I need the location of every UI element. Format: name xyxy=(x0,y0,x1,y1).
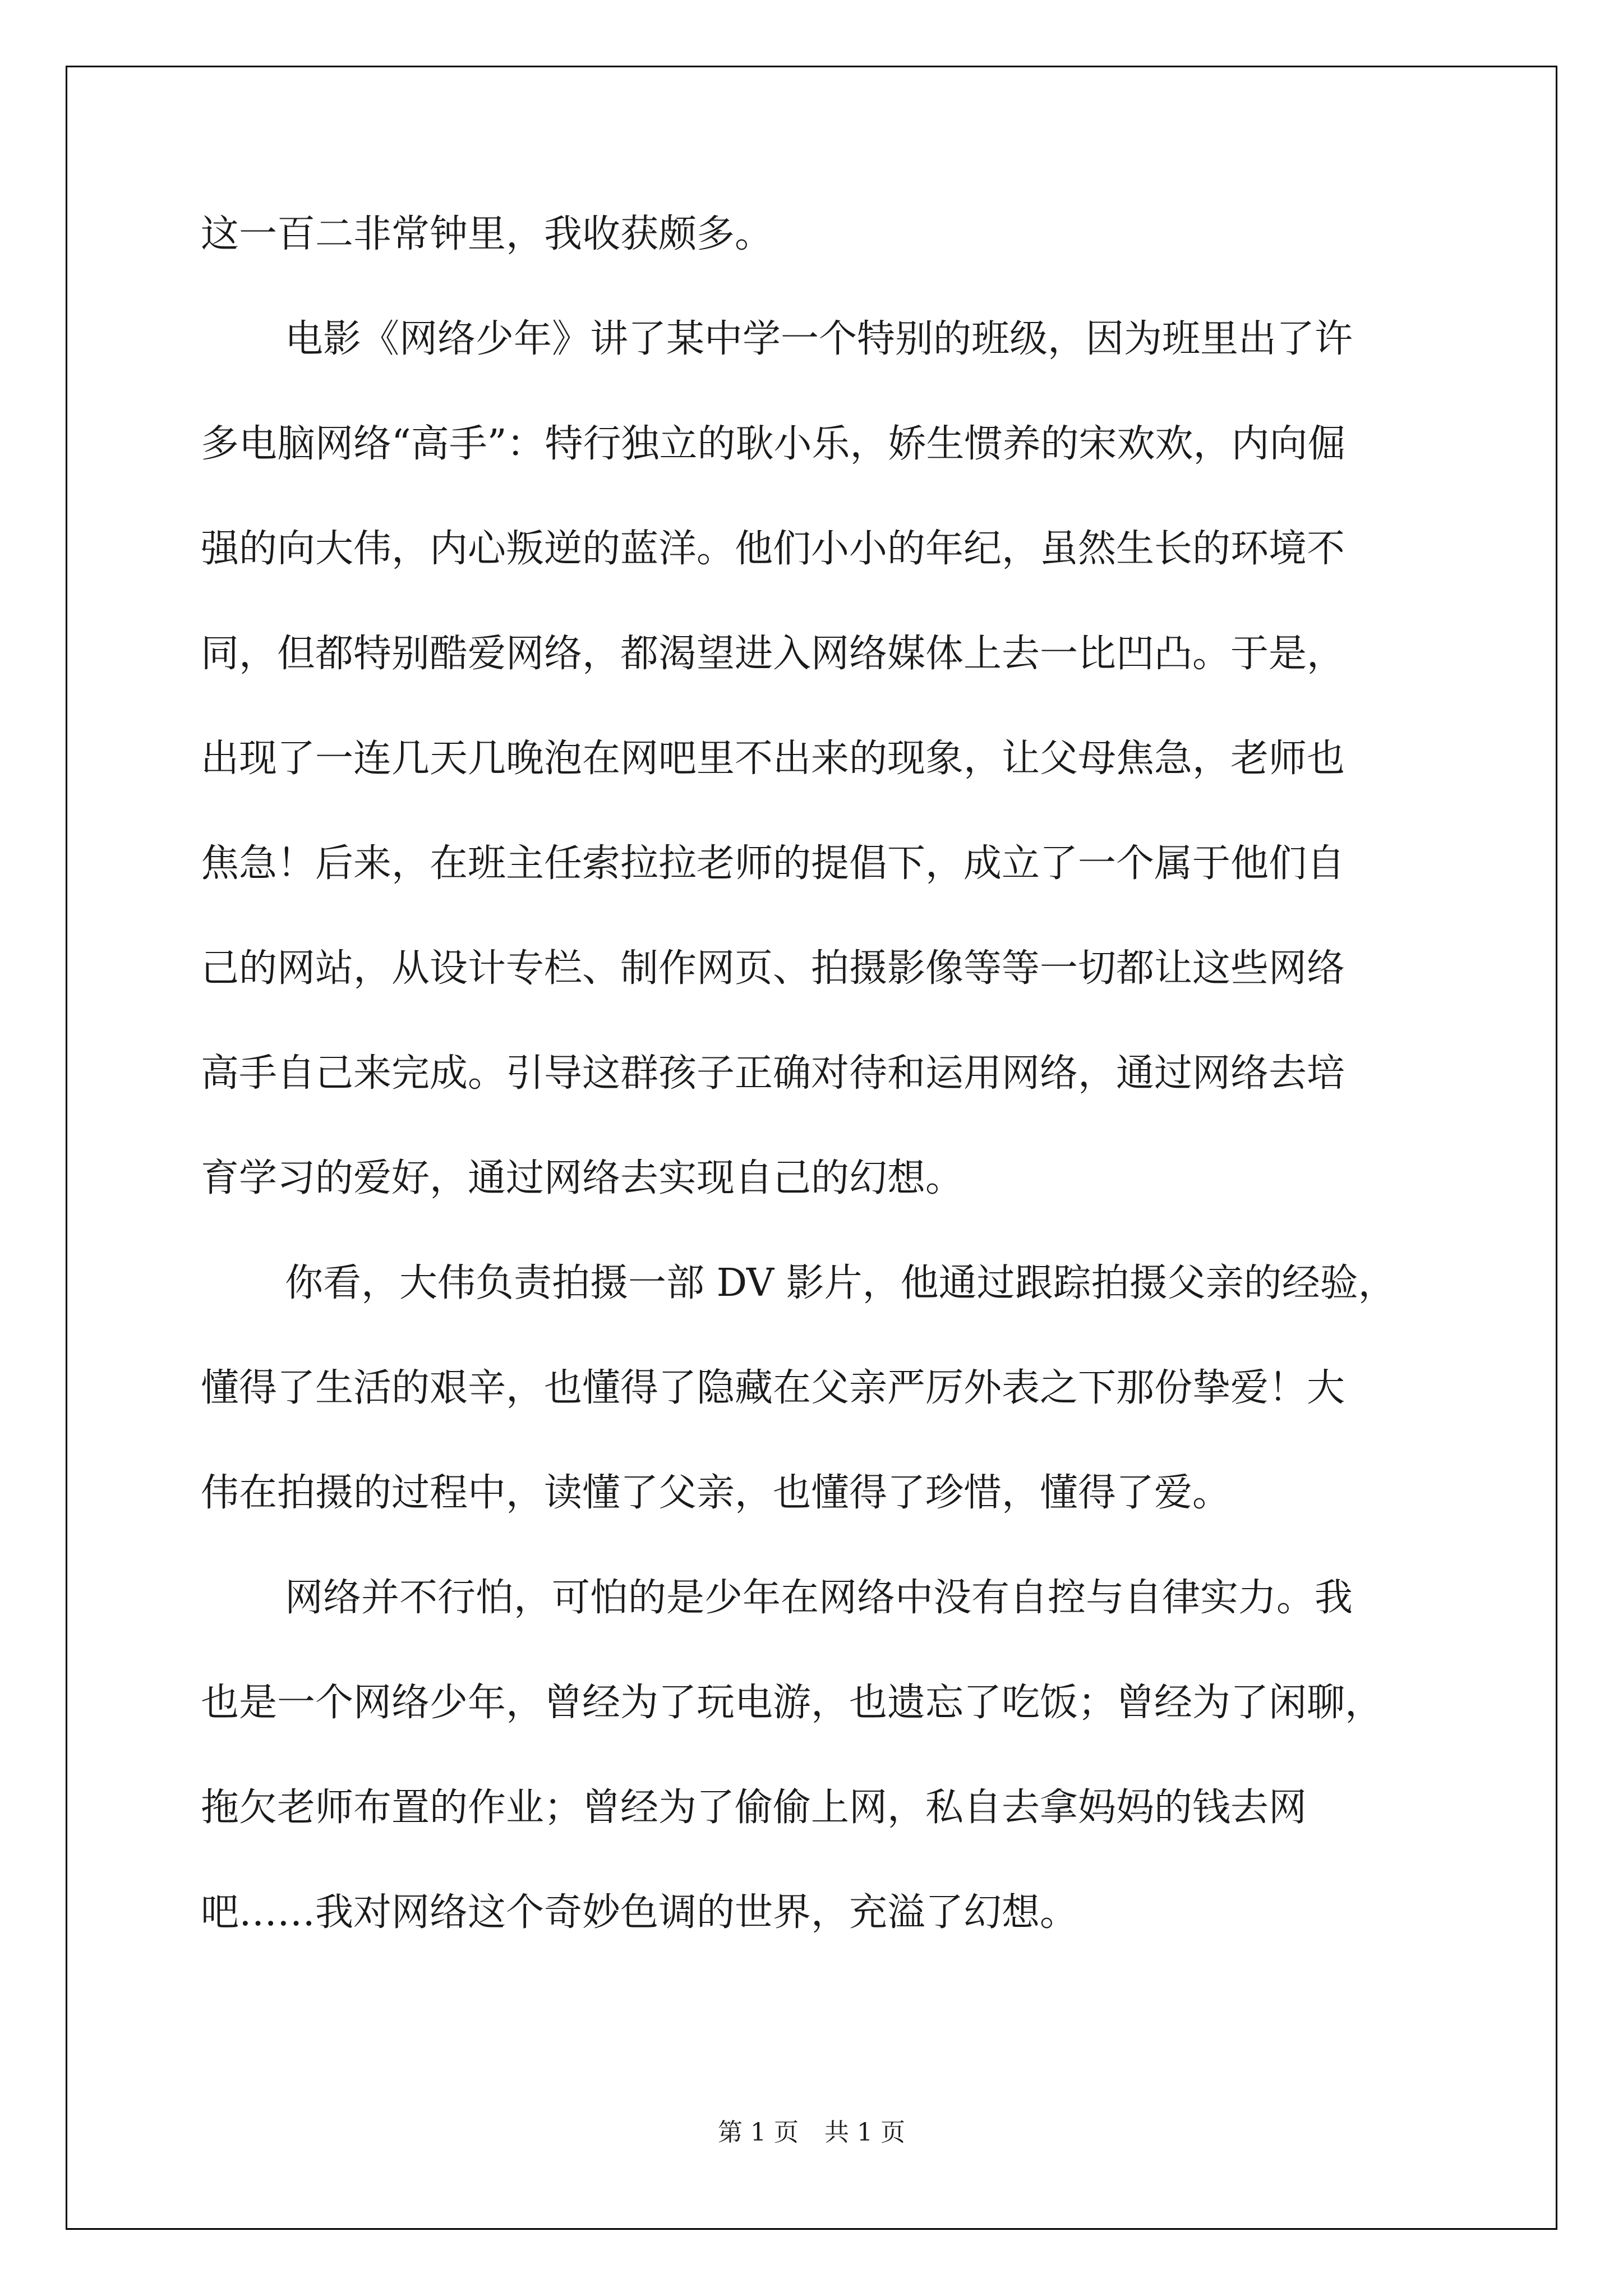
text-line: 强的向大伟，内心叛逆的蓝洋。他们小小的年纪，虽然生长的环境不 xyxy=(201,527,1345,571)
text-line: 也是一个网络少年，曾经为了玩电游，也遗忘了吃饭；曾经为了闲聊， xyxy=(201,1681,1384,1725)
text-line: 育学习的爱好，通过网络去实现自己的幻想。 xyxy=(201,1156,964,1200)
text-line: 吧……我对网络这个奇妙色调的世界，充溢了幻想。 xyxy=(201,1890,1078,1935)
text-line: 焦急！后来，在班主任索拉拉老师的提倡下，成立了一个属于他们自 xyxy=(201,841,1345,886)
text-line: 己的网站，从设计专栏、制作网页、拍摄影像等等一切都让这些网络 xyxy=(201,946,1345,991)
text-line: 同，但都特别酷爱网络，都渴望进入网络媒体上去一比凹凸。于是， xyxy=(201,632,1345,676)
text-line: 懂得了生活的艰辛，也懂得了隐藏在父亲严厉外表之下那份挚爱！大 xyxy=(201,1366,1345,1410)
text-line: 网络并不行怕，可怕的是少年在网络中没有自控与自律实力。我 xyxy=(285,1576,1353,1620)
text-line: 多电脑网络“高手”：特行独立的耿小乐，娇生惯养的宋欢欢，内向倔 xyxy=(201,422,1346,466)
text-line: 电影《网络少年》讲了某中学一个特别的班级，因为班里出了许 xyxy=(285,317,1353,361)
text-line: 拖欠老师布置的作业；曾经为了偷偷上网，私自去拿妈妈的钱去网 xyxy=(201,1786,1307,1830)
text-line: 这一百二非常钟里，我收获颇多。 xyxy=(201,212,773,256)
text-line: 高手自己来完成。引导这群孩子正确对待和运用网络，通过网络去培 xyxy=(201,1051,1345,1096)
text-line: 你看，大伟负责拍摄一部 DV 影片，他通过跟踪拍摄父亲的经验， xyxy=(285,1261,1396,1305)
page-number: 第 1 页 xyxy=(718,2118,799,2147)
page-footer xyxy=(0,2116,1623,2150)
text-line: 伟在拍摄的过程中，读懂了父亲，也懂得了珍惜，懂得了爱。 xyxy=(201,1471,1231,1515)
page-total: 共 1 页 xyxy=(824,2118,905,2147)
text-line: 出现了一连几天几晚泡在网吧里不出来的现象，让父母焦急，老师也 xyxy=(201,737,1345,781)
